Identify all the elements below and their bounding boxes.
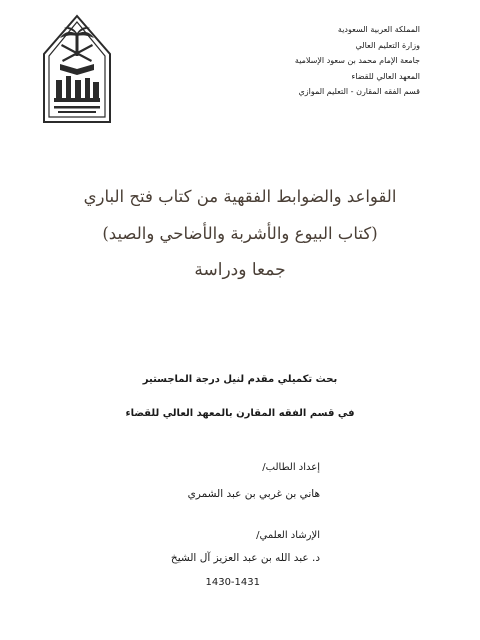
header-line-department: قسم الفقه المقارن - التعليم الموازي: [298, 87, 420, 96]
header-line-country: المملكة العربية السعودية: [337, 25, 420, 34]
thesis-title-line-2: (كتاب البيوع والأشربة والأضاحي والصيد): [102, 224, 378, 243]
supervisor-name: د. عبد الله بن عبد العزيز آل الشيخ: [170, 552, 320, 564]
header-line-university: جامعة الإمام محمد بن سعود الإسلامية: [294, 56, 420, 65]
header-line-ministry: وزارة التعليم العالي: [355, 40, 420, 50]
author-name: هاني بن غربي بن عبد الشمري: [187, 488, 320, 500]
purpose-line-1: بحث تكميلي مقدم لنيل درجة الماجستير: [142, 374, 338, 385]
supervisor-label: الإرشاد العلمي/: [256, 530, 320, 541]
institution-header: [220, 22, 420, 100]
university-emblem-icon: [40, 14, 114, 126]
author-label: إعداد الطالب/: [262, 462, 320, 473]
thesis-title-line-1: القواعد والضوابط الفقهية من كتاب فتح الباري: [83, 187, 397, 206]
header-line-institute: المعهد العالي للقضاء: [351, 71, 420, 81]
thesis-title-line-3: جمعا ودراسة: [194, 260, 286, 280]
academic-year: 1430-1431: [205, 577, 260, 588]
purpose-line-2: في قسم الفقه المقارن بالمعهد العالي للقضاء: [125, 408, 355, 419]
